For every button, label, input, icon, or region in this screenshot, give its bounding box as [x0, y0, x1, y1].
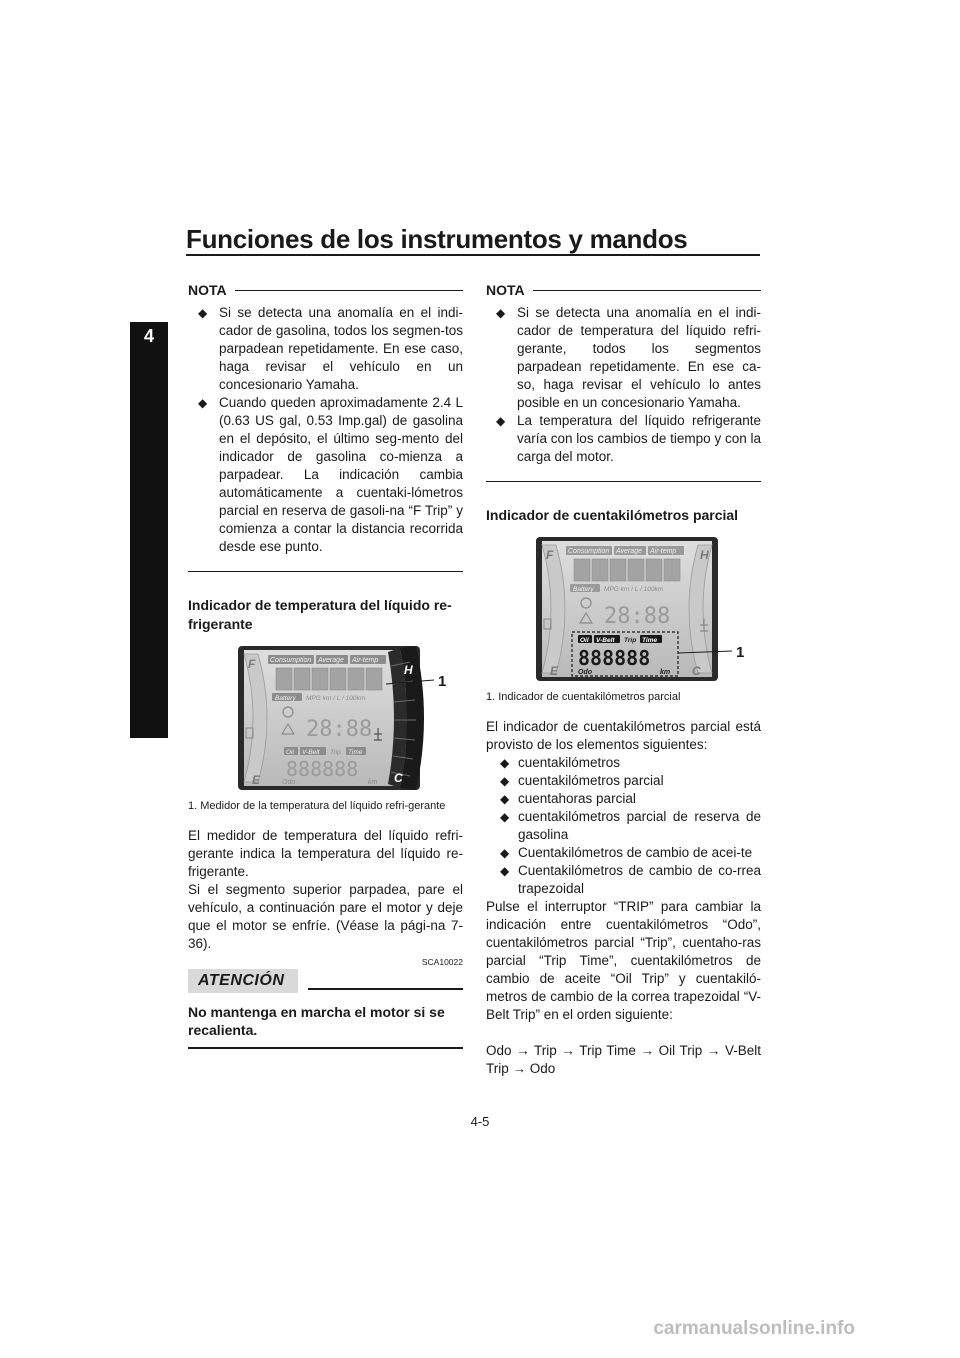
fuel-full-label: F — [248, 657, 256, 671]
oil-label: Oil — [580, 637, 589, 644]
clock-display: 28:88 — [306, 717, 373, 742]
watermark: carmanualsonline.info — [653, 1318, 855, 1339]
nota-end-rule — [188, 571, 463, 572]
odo-label: Odo — [282, 779, 296, 786]
fuel-full-label: F — [546, 548, 554, 562]
oil-label: Oil — [286, 749, 294, 756]
airtemp-label: Air-temp — [352, 657, 379, 664]
nota-heading — [188, 282, 463, 298]
list-item: ◆ cuentakilómetros parcial — [486, 772, 761, 790]
page-number: 4-5 — [470, 1114, 490, 1129]
nota-item: ◆ Si se detecta una anomalía en el indi-cador de gasolina, todos los segmen-tos parpadean repetidamente. En ese caso, haga revisar el vehículo en un concesionario Yamaha. — [188, 304, 463, 394]
list-item: ◆ Cuentakilómetros de cambio de acei-te — [486, 844, 761, 862]
atencion-heading — [188, 969, 463, 993]
page-header-title: Funciones de los instrumentos y mandos — [186, 224, 688, 254]
figure-tripmeter — [486, 535, 761, 683]
consumption-label: Consumption — [270, 657, 312, 664]
time-label: Time — [348, 749, 363, 756]
airtemp-label: Air-temp — [650, 548, 677, 555]
nota-item: ◆ Si se detecta una anomalía en el indi-cador de temperatura del líquido refri-gerante, todos los segmentos parpadean repetidamente. En ese ca-so, haga revisar el vehículo lo antes posible en un concesionario Yamaha. — [486, 304, 761, 412]
trip-label: Trip — [624, 637, 637, 644]
vbelt-label: V-Belt — [302, 749, 320, 756]
time-label: Time — [642, 637, 658, 644]
nota-item: ◆ Cuando queden aproximadamente 2.4 L (0.63 US gal, 0.53 Imp.gal) de gasolina en el depósito, el último seg-mento del indicador de gasolina co-mienza a parpadear. La indicación cambia automáticamente a cuentaki-lómetros parcial en reserva de gasoli-na “F Trip” y comienza a contar la distancia recorrida desde ese punto. — [188, 394, 463, 556]
odometer-digits: 888888 — [578, 646, 651, 670]
nota-label: NOTA — [188, 282, 227, 298]
header-rule — [186, 254, 760, 256]
figure-caption: 1. Medidor de la temperatura del líquido refri-gerante — [188, 800, 446, 812]
consumption-label: Consumption — [568, 548, 610, 555]
instrument-display-illustration — [486, 535, 761, 683]
callout-number: 1 — [438, 673, 447, 690]
odo-label: Odo — [578, 669, 592, 676]
chapter-number: 4 — [143, 326, 154, 346]
section-title-temperature: Indicador de temperatura del líquido re-frigerante — [188, 597, 452, 632]
reference-code: SCA10022 — [421, 957, 463, 967]
paragraph: El medidor de temperatura del líquido refri-gerante indica la temperatura del líquido re-frigerante. — [188, 828, 463, 879]
nota-heading — [486, 282, 761, 298]
trip-label: Trip — [330, 749, 341, 756]
nota-end-rule — [486, 481, 761, 482]
atencion-text: No mantenga en marcha el motor si se recalienta. — [188, 1004, 445, 1038]
units-label: MPG km / L / 100km — [306, 695, 366, 702]
list-item: ◆ Cuentakilómetros de cambio de co-rrea trapezoidal — [486, 862, 761, 898]
atencion-label: ATENCIÓN — [188, 969, 298, 993]
average-label: Average — [318, 657, 344, 664]
vbelt-label: V-Belt — [596, 637, 615, 644]
temp-cold-label: C — [692, 664, 701, 678]
odometer-digits: 888888 — [286, 757, 359, 781]
battery-label: Battery — [573, 586, 594, 593]
km-label: km — [660, 669, 671, 676]
right-column — [486, 282, 761, 1078]
tripmeter-items-list — [486, 754, 761, 898]
average-label: Average — [616, 548, 642, 555]
fuel-empty-label: E — [252, 773, 261, 787]
nota-label: NOTA — [486, 282, 525, 298]
list-item: ◆ cuentahoras parcial — [486, 790, 761, 808]
left-column — [188, 282, 463, 1049]
paragraph: El indicador de cuentakilómetros parcial está provisto de los elementos siguientes: — [486, 719, 761, 752]
list-item: ◆ cuentakilómetros parcial de reserva de gasolina — [486, 808, 761, 844]
atencion-end-rule — [188, 1047, 463, 1049]
nota-list — [188, 304, 463, 556]
paragraph: Si el segmento superior parpadea, pare el vehículo, a continuación pare el motor y deje que el motor se enfríe. (Véase la pági-na 7-36). — [188, 882, 463, 951]
temp-hot-label: H — [404, 663, 413, 677]
paragraph: Pulse el interruptor “TRIP” para cambiar la indicación entre cuentakilómetros “Odo”, cuentakilómetros parcial “Trip”, cuentaho-ras parcial “Trip Time”, cuentakilómetros de cambio de aceite “Oil Trip” y cuentakiló-metros de cambio de la correa trapezoidal “V-Belt Trip” en el orden siguiente: — [486, 899, 761, 1022]
units-label: MPG km / L / 100km — [604, 586, 664, 593]
battery-label: Battery — [275, 695, 296, 702]
callout-number: 1 — [736, 644, 745, 661]
km-label: km — [368, 779, 378, 786]
nota-item: ◆ La temperatura del líquido refrigerante varía con los cambios de tiempo y con la carga del motor. — [486, 412, 761, 466]
chapter-tab — [130, 322, 168, 738]
figure-caption: 1. Indicador de cuentakilómetros parcial — [486, 691, 681, 703]
sequence-text: Odo → Trip → Trip Time → Oil Trip → V-Belt Trip → Odo — [486, 1043, 761, 1076]
nota-list — [486, 304, 761, 466]
instrument-display-illustration — [188, 644, 463, 792]
figure-temperature-gauge — [188, 644, 463, 792]
temp-hot-label: H — [700, 548, 709, 562]
fuel-empty-label: E — [550, 664, 559, 678]
temp-cold-label: C — [394, 771, 403, 785]
section-title-tripmeter: Indicador de cuentakilómetros parcial — [486, 507, 739, 523]
clock-display: 28:88 — [604, 604, 671, 629]
list-item: ◆ cuentakilómetros — [486, 754, 761, 772]
